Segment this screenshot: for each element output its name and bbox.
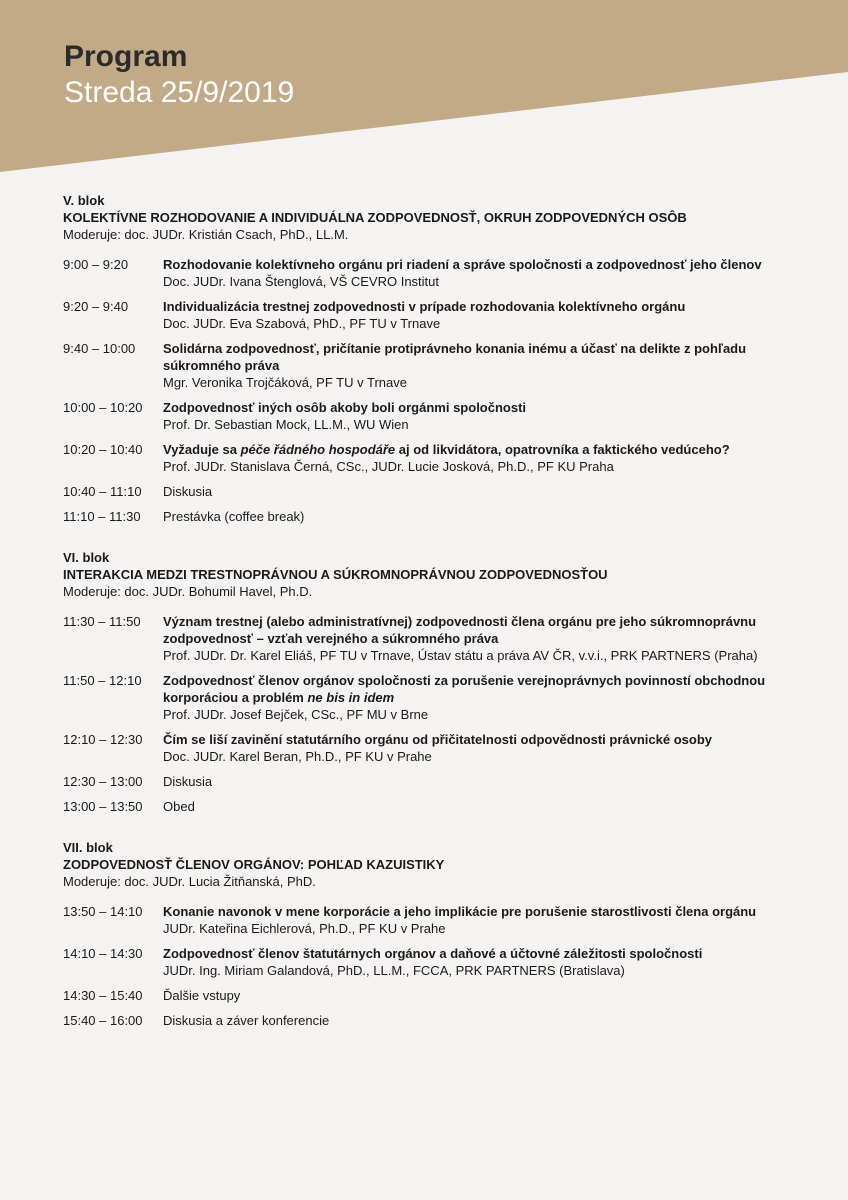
schedule-item bbox=[63, 399, 783, 433]
schedule-item bbox=[63, 903, 783, 937]
item-body bbox=[163, 987, 783, 1004]
item-body bbox=[163, 945, 783, 979]
item-text: Obed bbox=[163, 799, 195, 814]
schedule-item bbox=[63, 1012, 783, 1029]
schedule-item bbox=[63, 672, 783, 723]
talk-title-part: Zodpovednosť členov orgánov spoločnosti za porušenie verejnoprávnych povinností obchodnou korporáciou a problém bbox=[163, 673, 766, 705]
item-body bbox=[163, 1012, 783, 1029]
item-body bbox=[163, 613, 783, 664]
item-time: 14:30 – 15:40 bbox=[63, 988, 143, 1003]
schedule-list bbox=[63, 903, 783, 1029]
item-time: 10:00 – 10:20 bbox=[63, 400, 143, 415]
talk-speaker: JUDr. Kateřina Eichlerová, Ph.D., PF KU v Prahe bbox=[163, 921, 446, 936]
item-body bbox=[163, 903, 783, 937]
item-body bbox=[163, 508, 783, 525]
schedule-item bbox=[63, 441, 783, 475]
item-body bbox=[163, 731, 783, 765]
item-body bbox=[163, 773, 783, 790]
talk-title: Zodpovednosť členov štatutárnych orgánov a daňové a účtovné záležitosti spoločnosti bbox=[163, 946, 703, 961]
block-label: VI. blok bbox=[63, 550, 110, 565]
schedule-item bbox=[63, 298, 783, 332]
talk-title: Význam trestnej (alebo administratívnej) zodpovednosti člena orgánu pre jeho súkromnoprávnu zodpovednosť – vzťah verejného a súkromného práva bbox=[163, 614, 757, 646]
schedule-list bbox=[63, 256, 783, 525]
item-time: 12:30 – 13:00 bbox=[63, 774, 143, 789]
block-title: INTERAKCIA MEDZI TRESTNOPRÁVNOU A SÚKROMNOPRÁVNOU ZODPOVEDNOSŤOU bbox=[63, 567, 608, 582]
schedule-item bbox=[63, 613, 783, 664]
schedule-item bbox=[63, 483, 783, 500]
item-time: 13:00 – 13:50 bbox=[63, 799, 143, 814]
talk-speaker: Doc. JUDr. Eva Szabová, PhD., PF TU v Trnave bbox=[163, 316, 441, 331]
talk-title: Rozhodovanie kolektívneho orgánu pri riadení a správe spoločnosti a zodpovednosť jeho členov bbox=[163, 257, 762, 272]
schedule-item bbox=[63, 256, 783, 290]
page-title: Program bbox=[64, 40, 188, 73]
block-moderator: Moderuje: doc. JUDr. Lucia Žitňanská, PhD. bbox=[63, 874, 316, 889]
talk-speaker: Doc. JUDr. Karel Beran, Ph.D., PF KU v Prahe bbox=[163, 749, 432, 764]
item-time: 11:30 – 11:50 bbox=[63, 614, 141, 629]
item-body bbox=[163, 399, 783, 433]
item-time: 9:20 – 9:40 bbox=[63, 299, 129, 314]
schedule-list bbox=[63, 613, 783, 815]
talk-speaker: JUDr. Ing. Miriam Galandová, PhD., LL.M., FCCA, PRK PARTNERS (Bratislava) bbox=[163, 963, 625, 978]
talk-title: Zodpovednosť iných osôb akoby boli orgánmi spoločnosti bbox=[163, 400, 527, 415]
talk-speaker: Mgr. Veronika Trojčáková, PF TU v Trnave bbox=[163, 375, 407, 390]
talk-title-italic: péče řádného hospodáře bbox=[240, 442, 396, 457]
block-moderator: Moderuje: doc. JUDr. Kristián Csach, PhD., LL.M. bbox=[63, 227, 349, 242]
item-time: 12:10 – 12:30 bbox=[63, 732, 143, 747]
talk-speaker: Prof. JUDr. Dr. Karel Eliáš, PF TU v Trnave, Ústav státu a práva AV ČR, v.v.i., PRK PARTNERS (Praha) bbox=[163, 648, 758, 663]
block-title: KOLEKTÍVNE ROZHODOVANIE A INDIVIDUÁLNA ZODPOVEDNOSŤ, OKRUH ZODPOVEDNÝCH OSÔB bbox=[63, 210, 687, 225]
talk-title: Individualizácia trestnej zodpovednosti v prípade rozhodovania kolektívneho orgánu bbox=[163, 299, 686, 314]
item-time: 11:10 – 11:30 bbox=[63, 509, 141, 524]
block-label: VII. blok bbox=[63, 840, 113, 855]
item-body bbox=[163, 483, 783, 500]
item-time: 9:40 – 10:00 bbox=[63, 341, 136, 356]
talk-speaker: Doc. JUDr. Ivana Štenglová, VŠ CEVRO Institut bbox=[163, 274, 440, 289]
item-text: Diskusia a záver konferencie bbox=[163, 1013, 330, 1028]
item-body bbox=[163, 441, 783, 475]
schedule-item bbox=[63, 798, 783, 815]
talk-title: Solidárna zodpovednosť, pričítanie protiprávneho konania inému a účasť na delikte z pohľadu súkromného práva bbox=[163, 341, 747, 373]
item-text: Prestávka (coffee break) bbox=[163, 509, 305, 524]
item-body bbox=[163, 256, 783, 290]
schedule-item bbox=[63, 987, 783, 1004]
talk-title: Čím se liší zavinění statutárního orgánu od přičitatelnosti odpovědnosti právnické osoby bbox=[163, 732, 712, 747]
block-title: ZODPOVEDNOSŤ ČLENOV ORGÁNOV: POHĽAD KAZUISTIKY bbox=[63, 857, 445, 872]
item-text: Ďalšie vstupy bbox=[163, 988, 241, 1003]
talk-speaker: Prof. Dr. Sebastian Mock, LL.M., WU Wien bbox=[163, 417, 409, 432]
program-block bbox=[63, 549, 783, 815]
schedule-item bbox=[63, 508, 783, 525]
schedule-item bbox=[63, 731, 783, 765]
item-time: 10:20 – 10:40 bbox=[63, 442, 143, 457]
talk-title: Konanie navonok v mene korporácie a jeho implikácie pre porušenie starostlivosti člena orgánu bbox=[163, 904, 757, 919]
block-moderator: Moderuje: doc. JUDr. Bohumil Havel, Ph.D. bbox=[63, 584, 313, 599]
item-time: 11:50 – 12:10 bbox=[63, 673, 142, 688]
item-time: 9:00 – 9:20 bbox=[63, 257, 129, 272]
item-body bbox=[163, 340, 783, 391]
item-body bbox=[163, 798, 783, 815]
schedule-item bbox=[63, 340, 783, 391]
item-time: 10:40 – 11:10 bbox=[63, 484, 142, 499]
item-time: 14:10 – 14:30 bbox=[63, 946, 143, 961]
item-text: Diskusia bbox=[163, 484, 213, 499]
item-time: 15:40 – 16:00 bbox=[63, 1013, 143, 1028]
talk-title-part: Vyžaduje sa bbox=[163, 442, 241, 457]
program-block bbox=[63, 839, 783, 1029]
item-body bbox=[163, 672, 783, 723]
schedule-item bbox=[63, 773, 783, 790]
talk-speaker: Prof. JUDr. Josef Bejček, CSc., PF MU v Brne bbox=[163, 707, 429, 722]
talk-title bbox=[163, 441, 783, 458]
program-content bbox=[63, 192, 783, 1053]
item-body bbox=[163, 298, 783, 332]
block-label: V. blok bbox=[63, 193, 105, 208]
program-block bbox=[63, 192, 783, 525]
talk-title-italic: ne bis in idem bbox=[307, 690, 395, 705]
page-subtitle-date: Streda 25/9/2019 bbox=[64, 76, 295, 109]
item-text: Diskusia bbox=[163, 774, 213, 789]
talk-title bbox=[163, 672, 783, 706]
talk-speaker: Prof. JUDr. Stanislava Černá, CSc., JUDr. Lucie Josková, Ph.D., PF KU Praha bbox=[163, 459, 614, 474]
talk-title-part: aj od likvidátora, opatrovníka a faktického vedúceho? bbox=[395, 442, 730, 457]
item-time: 13:50 – 14:10 bbox=[63, 904, 143, 919]
schedule-item bbox=[63, 945, 783, 979]
